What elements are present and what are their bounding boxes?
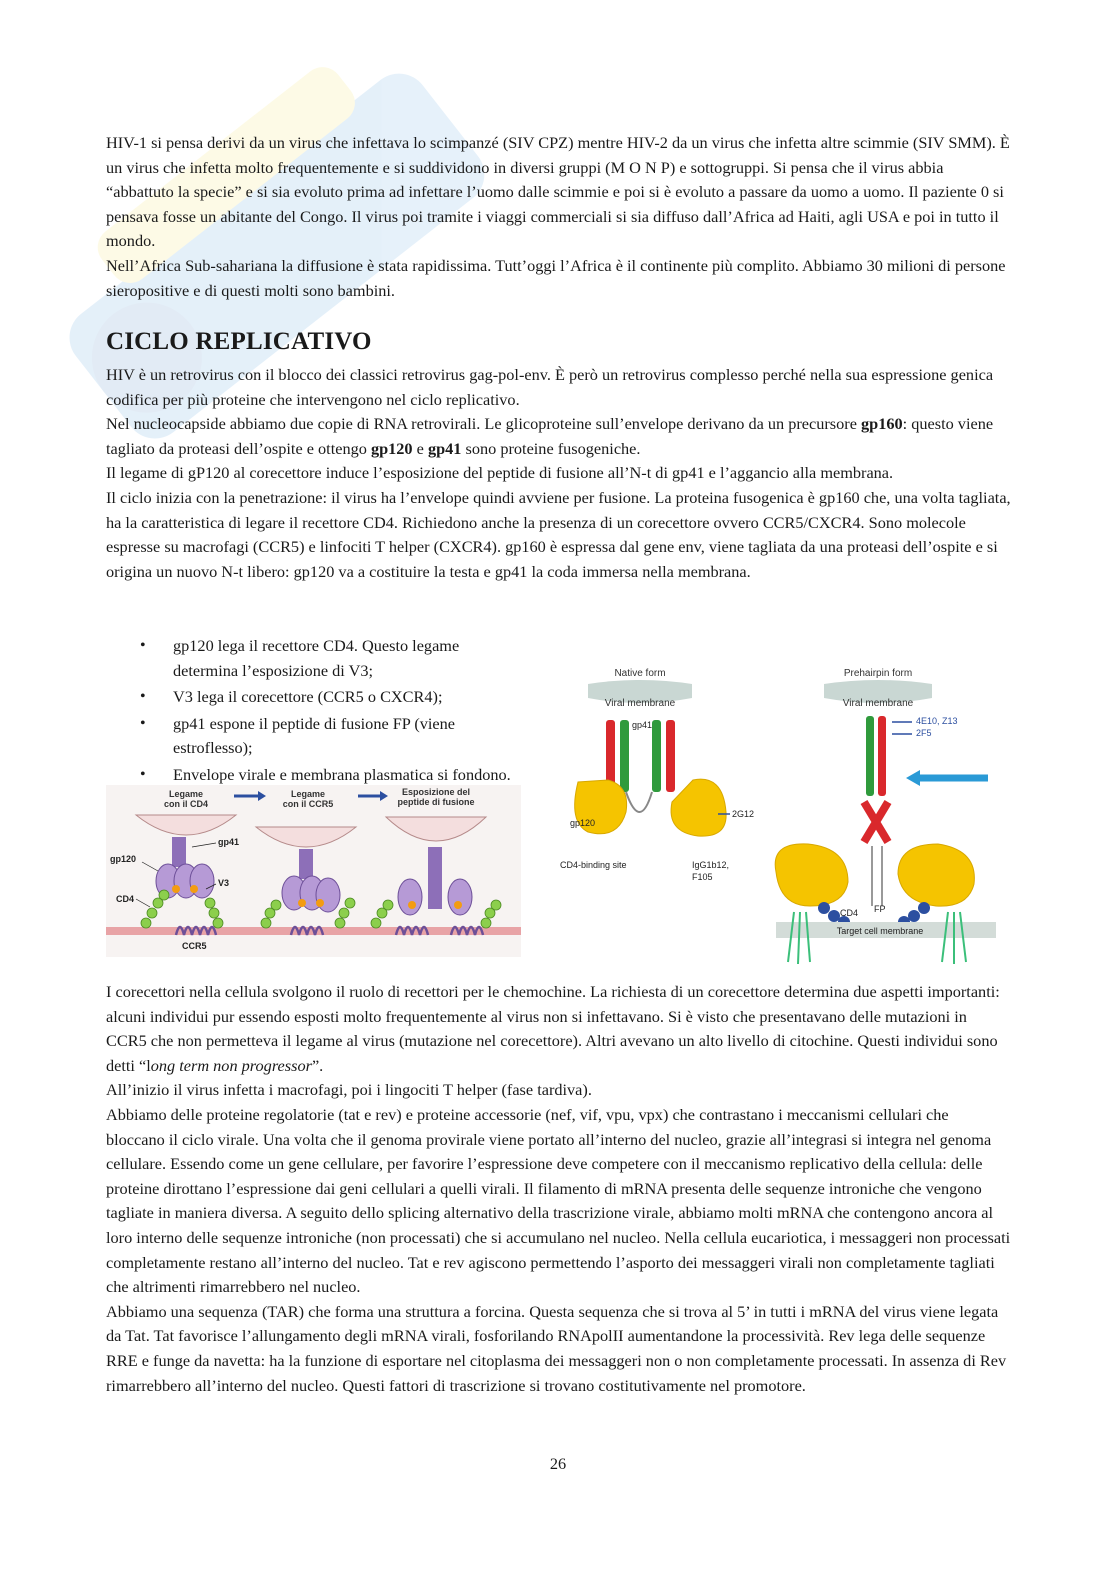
binding-steps-figure [106, 785, 521, 957]
end-paragraph-3: Abbiamo delle proteine regolatorie (tat e rev) e proteine accessorie (nef, vif, vpu, vpx) che contrastano i meccanismi cellulari che bloccano il ciclo virale. Una volta che il genoma provirale viene portato all’interno del nucleo, grazie all’integrasi si integra nel genoma cellulare. Essendo come un gene cellulare, per favorire l’espressione deve competere con il meccanismo replicativo della cellula: delle proteine dirottano l’espressione dai geni cellulari a quelli virali. Il filamento di mRNA presenta delle sequenze introniche che vengono tagliate in maniera diversa. A seguito dello splicing alternativo della trascrizione virale, abbiamo molti mRNA che contengono ancora al loro interno delle sequenze introniche (non processati) che si accumulano nel nucleo. Nella cellula eucariotica, i messaggeri non processati completamente restano all’interno del nucleo. Tat e rev agiscono permettendo l’asporto dei messaggeri virali non completamente tagliati che altrimenti rimarrebbero nel nucleo. [106, 1104, 1011, 1297]
ab-igg-label: IgG1b12, [692, 860, 730, 870]
bold-gp160: gp160 [861, 414, 903, 434]
fusion-peptide [316, 899, 324, 907]
fusion-peptide [172, 885, 180, 893]
gp41-conformation-figure [548, 662, 1008, 972]
end-paragraph-4: Abbiamo una sequenza (TAR) che forma una struttura a forcina. Questa sequenza che si trova al 5’ in tutti i mRNA del virus viene legata da Tat. Tat favorisce l’allungamento degli mRNA virali, fosforilando RNApolII aumentandone la processività. Rev lega delle sequenze RRE e funge da navetta: ha la funzione di esportare nel citoplasma dei messaggeri non o non completamente processati. In assenza di Rev rimarrebbero all’interno del nucleo. Questi fattori di trascrizione si trovano costitutivamente nel promotore. [106, 1301, 1007, 1395]
text-run: e [412, 438, 428, 458]
ab-2g12-label: 2G12 [732, 809, 755, 819]
text-run: : questo viene tagliato da proteasi dell’ospite e ottengo [106, 414, 994, 458]
intro-section [106, 131, 1011, 303]
cycle-paragraph-4: Il ciclo inizia con la penetrazione: il virus ha l’envelope quindi avviene per fusione. La proteina fusogenica è gp160 che, una volta tagliata, ha la caratteristica di legare il recettore CD4. Richiedono anche la presenza di un corecettore ovvero CCR5/CXCR4. Sono molecole espresse su macrofagi (CCR5) e linfociti T helper (CXCR4). gp160 è espressa dal gene env, viene tagliata da una proteasi dell’ospite e si origina un nuovo N-t libero: gp120 va a costituire la testa e gp41 la coda immersa nella membrana. [106, 487, 1011, 581]
text-run: sono proteine fusogeniche. [461, 438, 641, 458]
fusion-steps-list [106, 634, 526, 790]
label-ccr5: CCR5 [182, 941, 207, 951]
native-viral-membrane-label: Viral membrane [604, 698, 676, 709]
step-3-title: Esposizione del peptide di fusione [397, 787, 475, 807]
prehairpin-title: Prehairpin form [843, 668, 913, 679]
gp41-stalk [172, 837, 186, 867]
helix-green [652, 720, 661, 792]
fusion-peptide [408, 901, 416, 909]
bold-gp41: gp41 [427, 438, 462, 458]
label-gp41: gp41 [218, 837, 240, 847]
prehairpin-viral-membrane-label: Viral membrane [842, 698, 914, 709]
cycle-paragraph-3: Il legame di gP120 al corecettore induce l’esposizione del peptide di fusione all’N-t di gp41 e l’aggancio alla membrana. [106, 463, 894, 483]
coreceptor-section [106, 980, 1011, 1398]
fusion-peptide [454, 901, 462, 909]
text-run: Nel nucleocapside abbiamo due copie di RNA retrovirali. Le glicoproteine sull’envelope derivano da un precursore [106, 414, 862, 434]
arrow-icon [906, 770, 920, 786]
helix-red [666, 720, 675, 792]
ab-4e10-label: 4E10, Z13 [916, 716, 958, 726]
fusion-peptide [190, 885, 198, 893]
gp120-subunit [398, 879, 422, 915]
native-gp41-label: gp41 [632, 720, 653, 730]
helix-green [620, 720, 629, 792]
cycle-section [106, 363, 1011, 584]
page-number: 26 [549, 1454, 567, 1473]
fp-stalk [872, 846, 882, 906]
fusion-peptide [298, 899, 306, 907]
label-cd4: CD4 [116, 894, 135, 904]
helix-cross [864, 802, 888, 842]
bold-gp120: gp120 [370, 438, 413, 458]
gp41-loop [626, 792, 652, 812]
target-membrane-label: Target cell membrane [836, 926, 924, 936]
cycle-paragraph-1: HIV è un retrovirus con il blocco dei classici retrovirus gag-pol-env. È però un retrovirus complesso perché nella sua espressione genica codifica per più proteine che intervengono nel ciclo replicativo. [106, 365, 994, 409]
fp-label: FP [874, 904, 886, 914]
italic-term: ong term non progressor [150, 1055, 312, 1075]
gp120-blob [775, 844, 848, 906]
label-gp120: gp120 [110, 854, 137, 864]
gp41-stalk [299, 849, 313, 879]
step-2-title: Legame con il CCR5 [282, 789, 334, 809]
transmembrane-strands [942, 912, 966, 964]
ab-f105-label: F105 [692, 872, 713, 882]
intro-paragraph-2: Nell’Africa Sub-sahariana la diffusione è stata rapidissima. Tutt’oggi l’Africa è il continente più complito. Abbiamo 30 milioni di persone sieropositive e di questi molti sono bambini. [106, 255, 1006, 300]
native-title: Native form [614, 668, 666, 679]
gp41-stalk [428, 847, 442, 909]
list-item: • Envelope virale e membrana plasmatica si fondono. [106, 763, 526, 788]
step-1-title: Legame con il CD4 [163, 789, 209, 809]
gp120-subunit [448, 879, 472, 915]
cd4-binding-site-label: CD4-binding site [560, 860, 627, 870]
cd4-label: CD4 [840, 908, 859, 918]
list-item: • gp41 espone il peptide di fusione FP (viene estroflesso); [106, 712, 526, 761]
text-run: I corecettori nella cellula svolgono il ruolo di recettori per le chemochine. La richiesta di un corecettore determina due aspetti importanti: alcuni individui pur essendo esposti molto frequentemente al virus non si infettavano. Si è visto che presentavano delle mutazioni in CCR5 che non permetteva il legame al virus (mutazione nel corecettore). Altri avevano un alto livello di citochine. Questi individui sono detti “l [106, 982, 1000, 1075]
end-paragraph-2: All’inizio il virus infetta i macrofagi, poi i lingociti T helper (fase tardiva). [106, 1080, 592, 1100]
gp120-blob [671, 779, 726, 836]
section-heading: CICLO REPLICATIVO [106, 328, 372, 355]
helix-green [866, 716, 874, 796]
intro-paragraph-1: HIV-1 si pensa derivi da un virus che infettava lo scimpanzé (SIV CPZ) mentre HIV-2 da un virus che infetta altre scimmie (SIV SMM). È un virus che infetta molto frequentemente e si suddividono in diversi gruppi (M O N P) e sottogruppi. Si pensa che il virus abbia “abbattuto la specie” e si sia evoluto prima ad infettare l’uomo dalle scimmie e poi si è evoluto a passare da uomo a uomo. Il paziente 0 si pensava fosse un abitante del Congo. Il virus poi tramite i viaggi commerciali si sia diffuso dall’Africa ad Haiti, agli USA e poi in tutto il mondo. [106, 133, 1010, 251]
label-v3: V3 [218, 878, 230, 888]
list-item: • V3 lega il corecettore (CCR5 o CXCR4); [106, 685, 526, 710]
gp120-blob [898, 844, 974, 906]
helix-red [878, 716, 886, 796]
text-run: ”. [311, 1055, 324, 1075]
cycle-paragraph-2 [106, 412, 1011, 461]
native-gp120-label: gp120 [570, 818, 596, 828]
ab-2f5-label: 2F5 [916, 728, 932, 738]
list-item: • gp120 lega il recettore CD4. Questo legame determina l’esposizione di V3; [106, 634, 526, 683]
end-paragraph-1 [106, 980, 1011, 1078]
